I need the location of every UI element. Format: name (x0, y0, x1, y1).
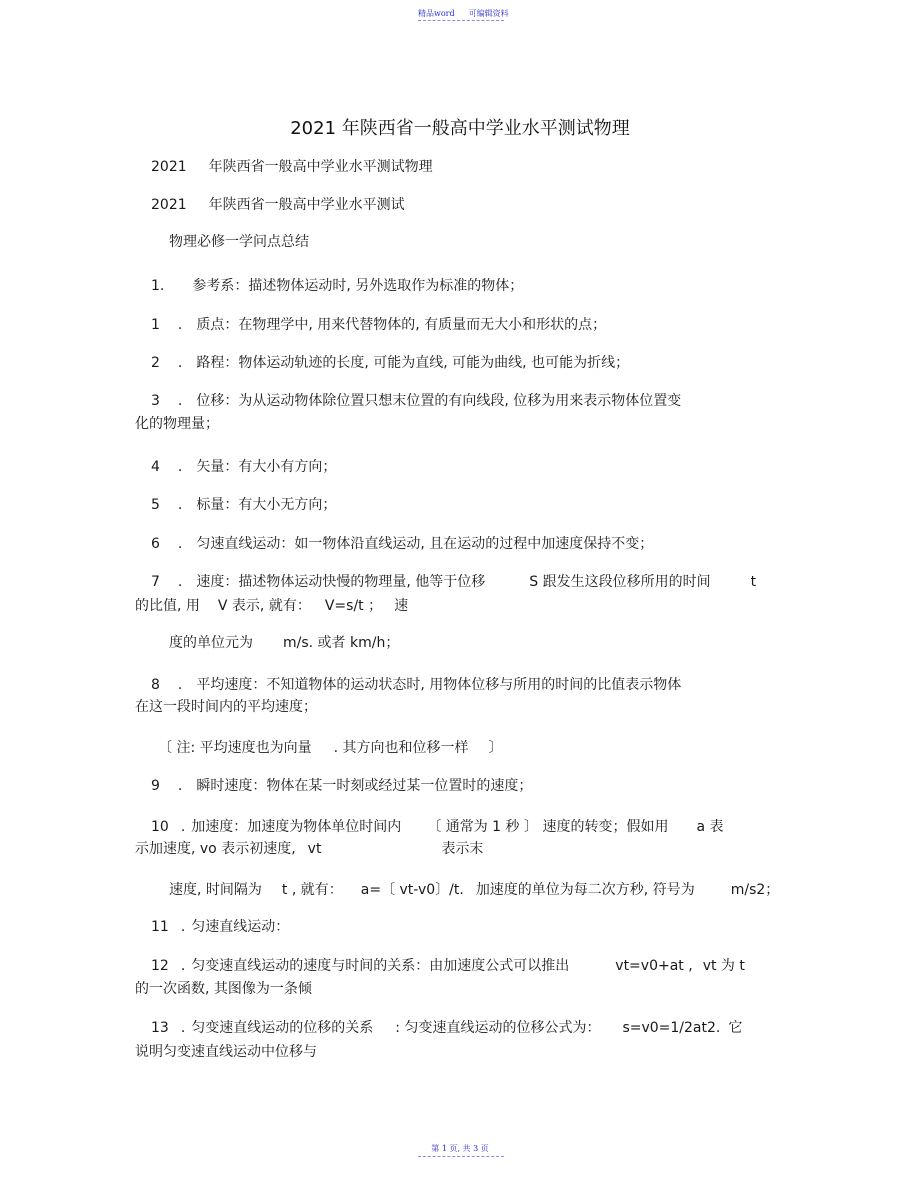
item-number: 1 (151, 317, 160, 333)
item-dot: . (177, 497, 183, 513)
item-number: 3 (151, 393, 160, 409)
item-number: 5 (151, 497, 160, 513)
line-num: 2021 (151, 197, 187, 213)
document-title: 2021 年陕西省一般高中学业水平测试物理 (290, 118, 630, 139)
cont-text: 速度, 时间隔为 (169, 882, 262, 898)
item-dot: . (180, 1020, 186, 1036)
item-continuation: 化的物理量； (135, 416, 219, 432)
item-text: : 匀变速直线运动的位移公式为： (395, 1020, 601, 1036)
header-right: 可编辑资料 (468, 9, 509, 18)
item-number: 13 (151, 1020, 169, 1036)
item-continuation: 说明匀变速直线运动中位移与 (135, 1044, 317, 1060)
item-text: 参考系：描述物体运动时, 另外选取作为标准的物体； (192, 278, 524, 294)
line-num: 2021 (151, 159, 187, 175)
line-text: 年陕西省一般高中学业水平测试 (208, 197, 405, 213)
list-item (151, 535, 653, 553)
item-text: 质点：在物理学中, 用来代替物体的, 有质量而无大小和形状的点； (196, 317, 607, 333)
item-text: 匀变速直线运动的位移的关系 (191, 1020, 374, 1036)
item-text: 〔 通常为 1 秒 〕 速度的转变；假如用 (427, 819, 669, 835)
item-dot: . (177, 536, 183, 552)
item-dot: . (180, 958, 186, 974)
item-dot: . (177, 317, 183, 333)
list-item (151, 392, 681, 410)
list-item (151, 458, 336, 476)
item-number: 9 (151, 778, 160, 794)
item-text: 瞬时速度：物体在某一时刻或经过某一位置时的速度； (196, 778, 533, 794)
cont-text: 表示末 (441, 841, 484, 857)
item-continuation (169, 881, 779, 899)
item-text: S 跟发生这段位移所用的时间 (529, 574, 711, 590)
item-text: 匀变速直线运动的速度与时间的关系：由加速度公式可以推出 (191, 958, 570, 974)
line-text: 年陕西省一般高中学业水平测试物理 (208, 159, 433, 175)
item-dot: . (177, 393, 183, 409)
item-text: 匀速直线运动：如一物体沿直线运动, 且在运动的过程中加速度保持不变； (196, 536, 654, 552)
item-number: 4 (151, 459, 160, 475)
subtitle-line-2 (151, 196, 405, 214)
item-continuation (135, 840, 483, 858)
item-number: 12 (151, 958, 169, 974)
item-dot: . (180, 919, 186, 935)
cont-text: m/s2； (730, 882, 780, 898)
item-number: 10 (151, 819, 169, 835)
list-item (151, 277, 523, 295)
item-text: a 表 (696, 819, 724, 835)
cont-text: 示加速度, vo 表示初速度, (135, 841, 296, 857)
item-text: t (750, 574, 757, 590)
item-text: 路程：物体运动轨迹的长度, 可能为直线, 可能为曲线, 也可能为折线； (196, 355, 630, 371)
item-text: 加速度：加速度为物体单位时间内 (191, 819, 402, 835)
list-item (151, 777, 532, 795)
list-item (151, 316, 606, 334)
item-text: s=v0=1/2at2. (622, 1020, 721, 1036)
cont-text: a=〔 vt-v0〕/t. (360, 882, 464, 898)
item-number: 6 (151, 536, 160, 552)
item-number: 1. (151, 278, 165, 294)
subtitle-line-1 (151, 158, 433, 176)
cont-text: 的比值, 用 (135, 598, 200, 614)
list-item (151, 818, 723, 836)
page-footer: 第 1 页, 共 3 页 (431, 1144, 489, 1153)
cont-text: m/s. 或者 km/h； (283, 635, 400, 651)
cont-text: V=s/t ； (324, 598, 383, 614)
cont-text: t , 就有： (281, 882, 343, 898)
item-number: 7 (151, 574, 160, 590)
item-number: 8 (151, 677, 160, 693)
section-heading: 物理必修一学问点总结 (169, 234, 309, 250)
list-item (151, 1019, 742, 1037)
item-continuation (135, 597, 408, 615)
item-text: 它 (728, 1020, 743, 1036)
item-continuation: 在这一段时间内的平均速度； (135, 699, 317, 715)
item-text: 平均速度：不知道物体的运动状态时, 用物体位移与所用的时间的比值表示物体 (196, 677, 682, 693)
item-number: 11 (151, 919, 169, 935)
note-text: 〕 (488, 740, 503, 756)
header-divider (418, 20, 504, 21)
footer-divider (418, 1156, 504, 1157)
note-text: . 其方向也和位移一样 (333, 740, 469, 756)
item-dot: . (177, 574, 183, 590)
list-item (151, 918, 289, 936)
header-left: 精品word (418, 9, 455, 18)
item-text: 位移：为从运动物体除位置只想末位置的有向线段, 位移为用来表示物体位置变 (196, 393, 682, 409)
item-text: 匀速直线运动： (191, 919, 290, 935)
item-continuation: 的一次函数, 其图像为一条倾 (135, 981, 312, 997)
item-text: vt=v0+at , (615, 958, 693, 974)
list-item (151, 573, 756, 591)
item-dot: . (177, 459, 183, 475)
cont-text: 加速度的单位为每二次方秒, 符号为 (475, 882, 695, 898)
item-dot: . (177, 778, 183, 794)
item-text: 标量：有大小无方向； (196, 497, 337, 513)
item-number: 2 (151, 355, 160, 371)
item-continuation (169, 634, 399, 652)
cont-text: vt (307, 841, 322, 857)
note-text: 〔 注: 平均速度也为向量 (158, 740, 312, 756)
cont-text: V 表示, 就有： (217, 598, 311, 614)
list-item (151, 957, 745, 975)
cont-text: 度的单位元为 (169, 635, 253, 651)
item-text: vt 为 t (702, 958, 745, 974)
item-dot: . (177, 355, 183, 371)
list-item (151, 676, 681, 694)
item-dot: . (177, 677, 183, 693)
note-line (158, 739, 503, 757)
cont-text: 速 (394, 598, 409, 614)
page-header (418, 8, 509, 19)
item-text: 矢量：有大小有方向； (196, 459, 337, 475)
list-item (151, 354, 629, 372)
item-dot: . (180, 819, 186, 835)
item-text: 速度：描述物体运动快慢的物理量, 他等于位移 (196, 574, 486, 590)
list-item (151, 496, 336, 514)
